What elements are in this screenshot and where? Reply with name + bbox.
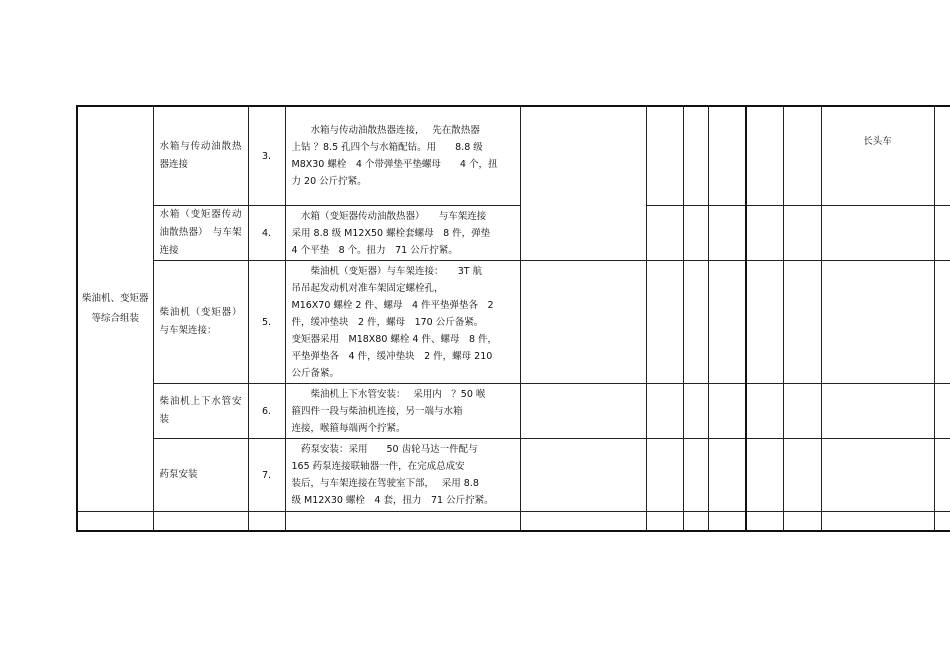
empty-cell [646,261,683,384]
empty-cell [708,512,746,532]
empty-cell [77,512,153,532]
empty-cell [746,261,783,384]
empty-cell [708,206,746,261]
item-name-cell: 水箱与传动油散热器连接 [153,106,248,206]
empty-cell [683,512,708,532]
empty-cell [821,439,934,512]
empty-cell [934,384,950,439]
vehicle-type-cell: 长头车 [821,106,934,206]
table-row [77,512,950,532]
empty-cell [646,106,683,206]
empty-cell [934,261,950,384]
step-description-cell: 柴油机（变矩器）与车架连接： 3T 航 吊吊起发动机对准车架固定螺栓孔， M16X70 螺栓 2 件、螺母 4 件平垫弹垫各 2 件，缓冲垫块 2 件，螺母 170 公斤备紧。 变矩器采用 M18X80 螺栓 4 件、螺母 8 件， 平垫弹垫各 4 件，缓冲垫块 2 件，螺母 210 公斤备紧。 [285,261,520,384]
empty-cell [934,439,950,512]
table-row [77,384,950,439]
step-number-cell: 3. [248,106,285,206]
empty-cell [708,261,746,384]
empty-cell [783,261,821,384]
empty-cell [934,512,950,532]
step-number-cell: 4. [248,206,285,261]
empty-cell [520,384,646,439]
empty-cell [646,439,683,512]
empty-cell [783,439,821,512]
empty-cell [683,384,708,439]
empty-cell [683,106,708,206]
empty-cell [646,206,683,261]
empty-cell [934,206,950,261]
table-row [77,206,950,261]
step-description-cell: 药泵安装：采用 50 齿轮马达一件配与 165 药泵连接联轴器一件，在完成总成安 装后，与车架连接在驾驶室下部， 采用 8.8 级 M12X30 螺栓 4 套，扭力 71 公斤拧紧。 [285,439,520,512]
step-number-cell: 7. [248,439,285,512]
empty-cell [783,106,821,206]
empty-cell [248,512,285,532]
empty-cell [783,512,821,532]
item-name-cell: 药泵安装 [153,439,248,512]
assembly-process-table [76,105,950,532]
empty-cell [783,206,821,261]
empty-cell [934,106,950,206]
empty-cell [520,261,646,384]
empty-cell [746,439,783,512]
empty-cell [708,439,746,512]
empty-cell [683,206,708,261]
step-number-cell: 5. [248,261,285,384]
empty-cell [821,206,934,261]
empty-cell [746,384,783,439]
empty-cell [783,384,821,439]
empty-cell [746,512,783,532]
table-row [77,261,950,384]
item-name-cell: 柴油机（变矩器）与车架连接： [153,261,248,384]
group-label-cell: 柴油机、变矩器等综合组装 [77,106,153,512]
empty-cell [708,384,746,439]
empty-cell [153,512,248,532]
empty-cell [746,206,783,261]
table-row [77,439,950,512]
step-description-cell: 柴油机上下水管安装： 采用内 ？50 喉 箍四件一段与柴油机连接，另一端与水箱 连接，喉箍每端两个拧紧。 [285,384,520,439]
empty-cell [646,512,683,532]
item-name-cell: 柴油机上下水管安装 [153,384,248,439]
empty-cell [683,261,708,384]
empty-cell [683,439,708,512]
item-name-cell: 水箱（变矩器传动油散热器） 与车架连接 [153,206,248,261]
empty-cell [520,512,646,532]
empty-cell [646,384,683,439]
step-description-cell: 水箱（变矩器传动油散热器） 与车架连接 采用 8.8 级 M12X50 螺栓套螺母 8 件，弹垫 4 个平垫 8 个。扭力 71 公斤拧紧。 [285,206,520,261]
empty-cell [708,106,746,206]
empty-cell [285,512,520,532]
step-description-cell: 水箱与传动油散热器连接， 先在散热器 上钻 ？8.5 孔四个与水箱配钻。用 8.8 级 M8X30 螺栓 4 个带弹垫平垫螺母 4 个，扭 力 20 公斤拧紧。 [285,106,520,206]
empty-cell [821,384,934,439]
empty-cell [821,512,934,532]
step-number-cell: 6. [248,384,285,439]
empty-cell [746,106,783,206]
table-row [77,106,950,206]
empty-cell [520,106,646,261]
empty-cell [520,439,646,512]
empty-cell [821,261,934,384]
